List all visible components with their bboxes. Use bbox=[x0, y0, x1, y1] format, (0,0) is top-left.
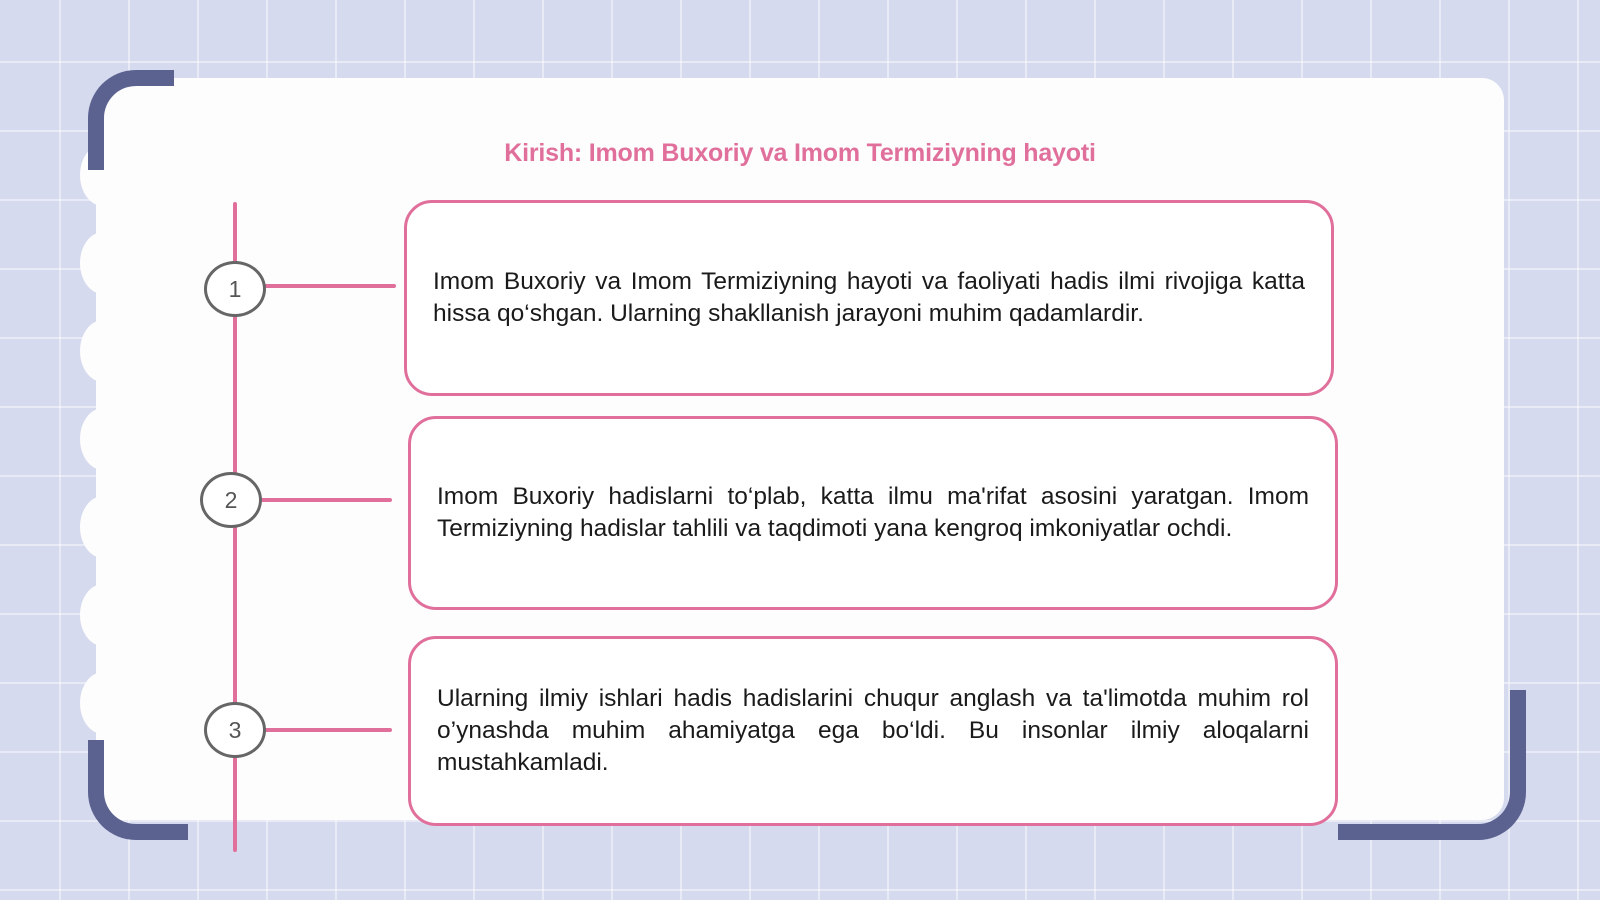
scallop-decoration bbox=[80, 584, 126, 646]
slide-title: Kirish: Imom Buxoriy va Imom Termiziyning hayoti bbox=[504, 138, 1096, 167]
timeline-card-text: Imom Buxoriy hadislarni to‘plab, katta ilmu ma'rifat asosini yaratgan. Imom Termiziyning hadislar tahlili va taqdimoti yana kengroq imkoniyatlar ochdi. bbox=[437, 483, 1309, 542]
scallop-decoration bbox=[80, 496, 126, 558]
timeline-card-3 bbox=[408, 636, 1338, 826]
scallop-decoration bbox=[80, 232, 126, 294]
timeline-connector bbox=[262, 728, 392, 732]
timeline-card-2 bbox=[408, 416, 1338, 610]
timeline-card-text: Imom Buxoriy va Imom Termiziyning hayoti va faoliyati hadis ilmi rivojiga katta hissa qo‘shgan. Ularning shakllanish jarayoni muhim qadamlardir. bbox=[433, 268, 1305, 327]
timeline-marker-3: 3 bbox=[204, 702, 266, 758]
timeline-connector bbox=[258, 498, 392, 502]
scallop-decoration bbox=[80, 672, 126, 734]
frame-corner-bottom-left bbox=[88, 740, 188, 840]
scallop-decoration bbox=[80, 320, 126, 382]
timeline-marker-2: 2 bbox=[200, 472, 262, 528]
timeline-connector bbox=[262, 284, 396, 288]
timeline-card-1 bbox=[404, 200, 1334, 396]
timeline-marker-1: 1 bbox=[204, 261, 266, 317]
timeline-card-text: Ularning ilmiy ishlari hadis hadislarini chuqur anglash va ta'limotda muhim rol o’ynashda muhim ahamiyatga ega bo‘ldi. Bu insonlar ilmiy aloqalarni mustahkamladi. bbox=[437, 685, 1309, 776]
frame-corner-bottom-right bbox=[1338, 690, 1526, 840]
scallop-decoration bbox=[80, 408, 126, 470]
